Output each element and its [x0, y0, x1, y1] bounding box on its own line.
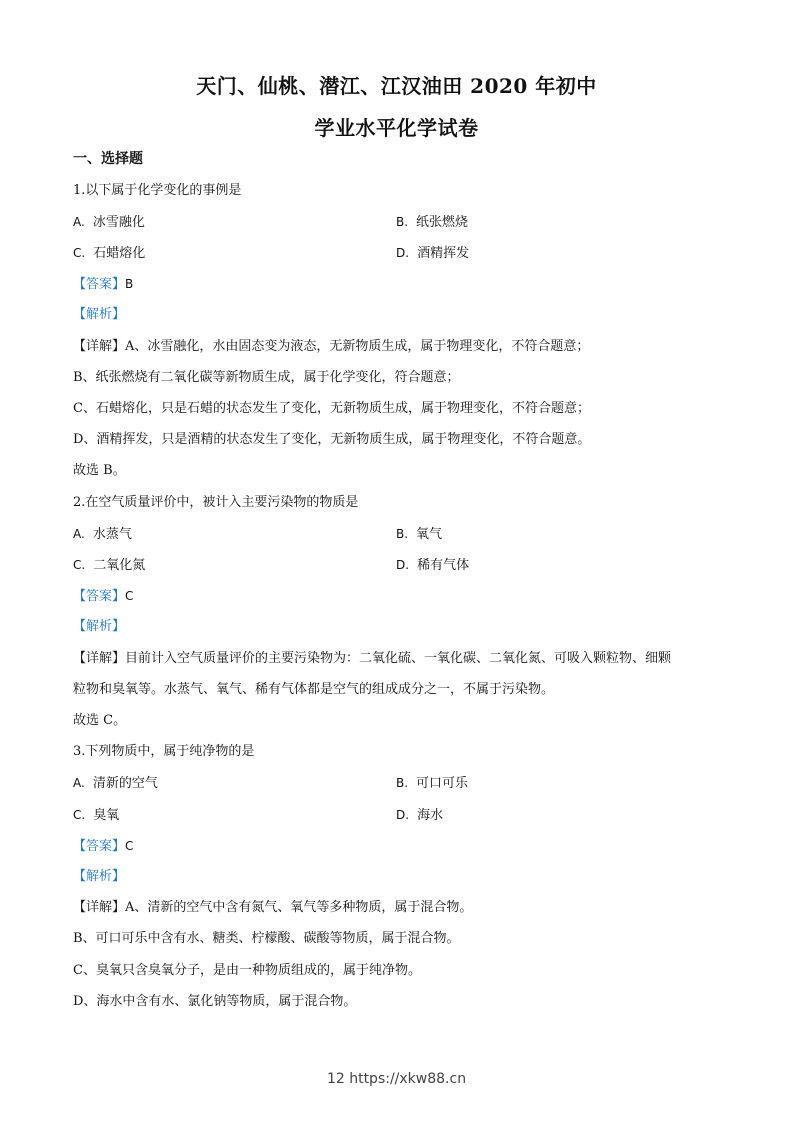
analysis-label: 【解析】: [73, 307, 126, 322]
q3-detail-line3: C、臭氧只含臭氧分子，是由一种物质组成的，属于纯净物。: [73, 963, 421, 978]
q2-answer: 【答案】C: [73, 589, 134, 604]
q1-answer: 【答案】B: [73, 277, 134, 292]
exam-title-line2: 学业水平化学试卷: [314, 116, 479, 140]
q2-stem: 2.在空气质量评价中，被计入主要污染物的物质是: [73, 495, 359, 510]
q2-detail-line2: 粒物和臭氧等。水蒸气、氧气、稀有气体都是空气的组成成分之一，不属于污染物。: [73, 682, 555, 697]
analysis-label: 【解析】: [73, 869, 126, 884]
q3-option-a: A. 清新的空气: [73, 776, 158, 791]
q2-option-a: A. 水蒸气: [73, 527, 132, 542]
detail-label: 【详解】: [73, 339, 126, 354]
q1-analysis: [73, 306, 125, 324]
detail-label: 【详解】: [73, 651, 126, 666]
analysis-label: 【解析】: [73, 619, 126, 634]
q3-stem: 3.下列物质中，属于纯净物的是: [73, 744, 255, 759]
q3-detail-line4: D、海水中含有水、氯化钠等物质，属于混合物。: [73, 994, 357, 1009]
q1-option-a: A. 冰雪融化: [73, 215, 145, 230]
q3-detail-line2: B、可口可乐中含有水、糖类、柠檬酸、碳酸等物质，属于混合物。: [73, 931, 460, 946]
section-heading: 一、选择题: [73, 151, 143, 167]
q3-answer: 【答案】C: [73, 839, 134, 854]
q2-conclusion: 故选 C。: [73, 713, 127, 728]
page-footer: 12 https://xkw88.cn: [326, 1071, 467, 1087]
q2-analysis: [73, 618, 125, 636]
answer-label: 【答案】: [73, 277, 126, 292]
q2-detail-line1: 【详解】目前计入空气质量评价的主要污染物为：二氧化硫、一氧化碳、二氧化氮、可吸入颗粒物、细颗: [73, 651, 672, 666]
detail-label: 【详解】: [73, 900, 126, 915]
exam-title-line1: 天门、仙桃、潜江、江汉油田 2020 年初中: [196, 74, 597, 98]
q1-detail-line2: B、纸张燃烧有二氧化碳等新物质生成，属于化学变化，符合题意；: [73, 370, 460, 385]
q1-detail-line3: C、石蜡熔化，只是石蜡的状态发生了变化，无新物质生成，属于物理变化，不符合题意；: [73, 401, 590, 416]
q1-option-c: C. 石蜡熔化: [73, 246, 146, 261]
q1-detail-line1: 【详解】A、冰雪融化，水由固态变为液态，无新物质生成，属于物理变化，不符合题意；: [73, 339, 590, 354]
q3-option-d: D. 海水: [396, 808, 444, 823]
q3-detail-line1: 【详解】A、清新的空气中含有氮气、氧气等多种物质，属于混合物。: [73, 900, 473, 915]
answer-label: 【答案】: [73, 589, 126, 604]
q3-option-b: B. 可口可乐: [396, 776, 469, 791]
q2-option-d: D. 稀有气体: [396, 558, 470, 573]
q3-option-c: C. 臭氧: [73, 808, 120, 823]
q1-detail-line4: D、酒精挥发，只是酒精的状态发生了变化，无新物质生成，属于物理变化，不符合题意。: [73, 432, 591, 447]
q1-option-d: D. 酒精挥发: [396, 246, 470, 261]
q3-analysis: [73, 868, 125, 886]
q2-option-c: C. 二氧化氮: [73, 558, 146, 573]
q1-option-b: B. 纸张燃烧: [396, 215, 469, 230]
q2-option-b: B. 氧气: [396, 527, 443, 542]
q1-conclusion: 故选 B。: [73, 463, 126, 478]
answer-label: 【答案】: [73, 839, 126, 854]
q1-stem: 1.以下属于化学变化的事例是: [73, 183, 242, 198]
